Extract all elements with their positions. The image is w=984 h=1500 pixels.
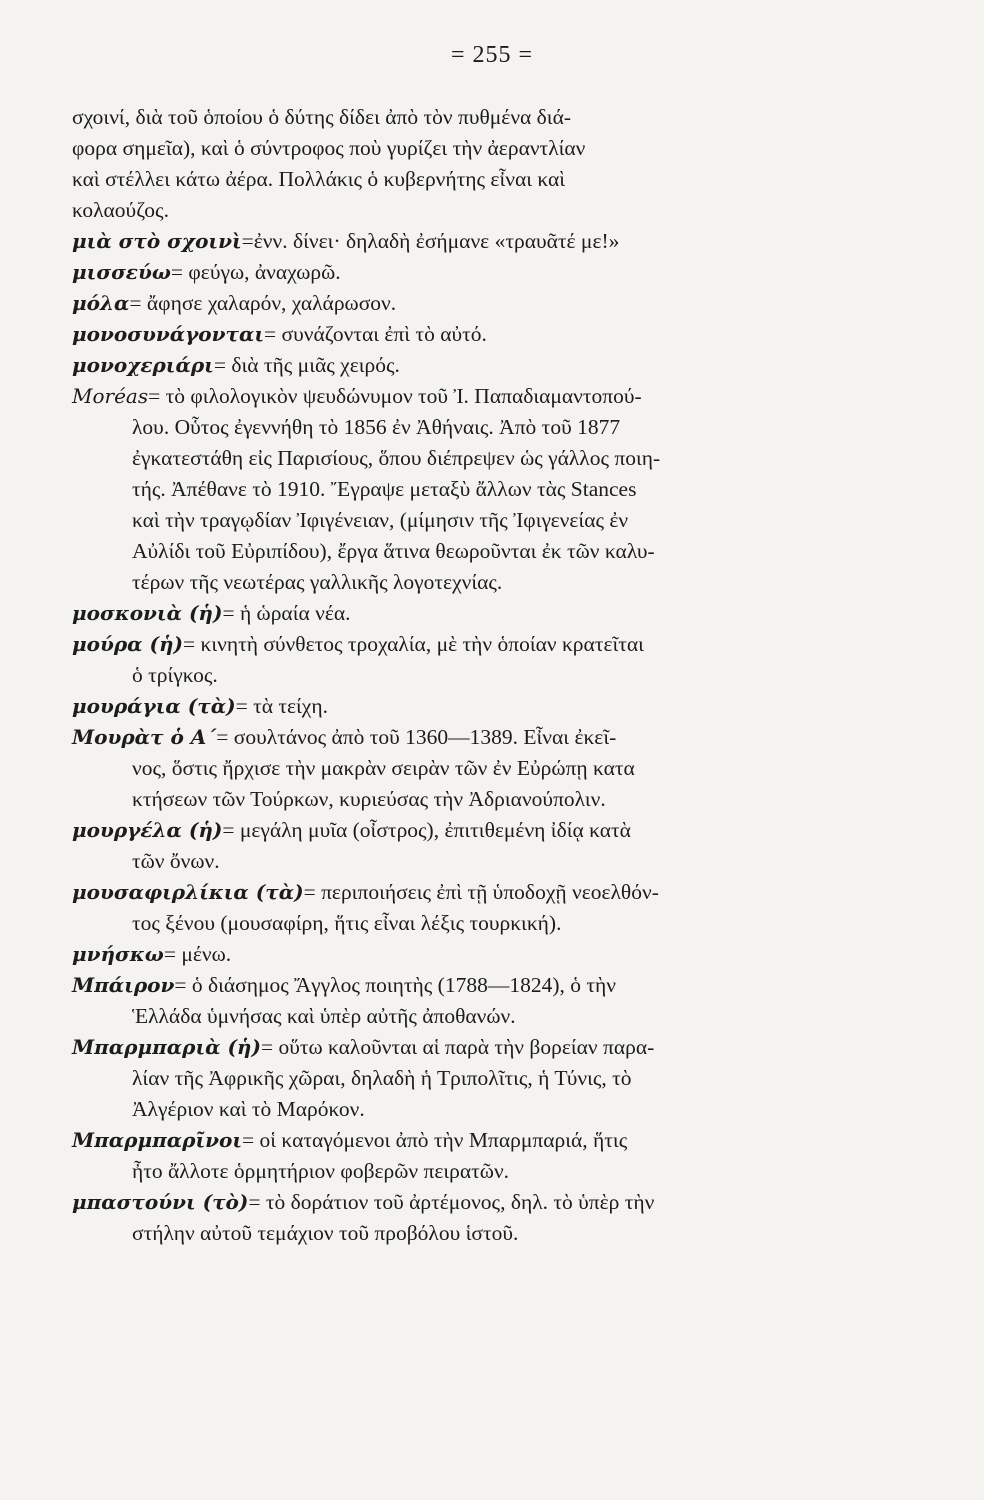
entry-definition: = φεύγω, ἀναχωρῶ.	[170, 260, 341, 284]
entry-definition: = τὸ δοράτιον τοῦ ἀρτέμονος, δηλ. τὸ ὑπὲρ τὴν	[248, 1190, 655, 1214]
entry-headword: μούρα (ἡ)	[72, 632, 183, 656]
entry-continuation: στήλην αὐτοῦ τεμάχιον τοῦ προβόλου ἱστοῦ.	[132, 1221, 519, 1245]
entry-headword: μουργέλα (ἡ)	[72, 818, 223, 842]
entry-headword: Μπάιρον	[72, 973, 175, 997]
entry-headword: μοσκονιὰ (ἡ)	[72, 601, 223, 625]
entry-headword: μουράγια (τὰ)	[72, 694, 236, 718]
page-number: = 255 =	[450, 42, 534, 68]
entry-definition: = ἄφησε χαλαρόν, χαλάρωσον.	[129, 291, 397, 315]
glossary-entry	[72, 1032, 842, 1063]
entry-continuation: τος ξένου (μουσαφίρη, ἥτις εἶναι λέξις τουρκική).	[132, 911, 562, 935]
entry-definition: = τὸ φιλολογικὸν ψευδώνυμον τοῦ Ἰ. Παπαδιαμαντοπού-	[148, 384, 642, 408]
entry-headword: μιὰ στὸ σχοινὶ	[72, 229, 242, 253]
entry-headword: μουσαφιρλίκια (τὰ)	[72, 880, 304, 904]
entry-continuation: Ἑλλάδα ὑμνήσας καὶ ὑπὲρ αὐτῆς ἀποθανών.	[132, 1004, 516, 1028]
glossary-entries	[72, 226, 842, 1249]
intro-line: φορα σημεῖα), καὶ ὁ σύντροφος ποὺ γυρίζει τὴν ἀεραντλίαν	[72, 136, 586, 160]
entry-continuation: τέρων τῆς νεωτέρας γαλλικῆς λογοτεχνίας.	[132, 570, 503, 594]
entry-headword: μονοσυνάγονται	[72, 322, 265, 346]
glossary-entry	[72, 257, 842, 288]
glossary-entry	[72, 877, 842, 908]
entry-definition: = μένω.	[163, 942, 232, 966]
glossary-entry	[72, 319, 842, 350]
entry-headword: μπαστούνι (τὸ)	[72, 1190, 249, 1214]
entry-continuation: τῶν ὄνων.	[132, 849, 220, 873]
entry-continuation: Αὐλίδι τοῦ Εὐριπίδου), ἔργα ἅτινα θεωροῦνται ἐκ τῶν καλυ-	[132, 539, 655, 563]
entry-headword: μονοχεριάρι	[72, 353, 214, 377]
entry-continuation: τής. Ἀπέθανε τὸ 1910. Ἔγραψε μεταξὺ ἄλλων τὰς Stances	[132, 477, 637, 501]
entry-definition: = συνάζονται ἐπὶ τὸ αὐτό.	[264, 322, 487, 346]
entry-continuation: ἦτο ἄλλοτε ὁρμητήριον φοβερῶν πειρατῶν.	[132, 1159, 510, 1183]
glossary-entry	[72, 722, 842, 753]
entry-headword: Moréas	[72, 384, 149, 408]
entry-continuation: λου. Οὗτος ἐγεννήθη τὸ 1856 ἐν Ἀθήναις. Ἀπὸ τοῦ 1877	[132, 415, 621, 439]
entry-definition: = οἱ καταγόμενοι ἀπὸ τὴν Μπαρμπαριά, ἥτις	[242, 1128, 628, 1152]
entry-headword: μισσεύω	[72, 260, 171, 284]
entry-definition: = κινητὴ σύνθετος τροχαλία, μὲ τὴν ὁποίαν κρατεῖται	[182, 632, 644, 656]
glossary-entry	[72, 629, 842, 660]
entry-definition: = ἡ ὡραία νέα.	[222, 601, 351, 625]
entry-continuation: καὶ τὴν τραγῳδίαν Ἰφιγένειαν, (μίμησιν τῆς Ἰφιγενείας ἐν	[132, 508, 629, 532]
glossary-entry	[72, 598, 842, 629]
entry-headword: Μπαρμπαριὰ (ἡ)	[72, 1035, 261, 1059]
glossary-entry	[72, 350, 842, 381]
entry-definition: = οὕτω καλοῦνται αἱ παρὰ τὴν βορείαν παρα-	[260, 1035, 655, 1059]
glossary-entry	[72, 691, 842, 722]
glossary-entry	[72, 381, 842, 412]
entry-continuation: ἐγκατεστάθη εἰς Παρισίους, ὅπου διέπρεψεν ὡς γάλλος ποιη-	[132, 446, 661, 470]
glossary-text	[72, 102, 842, 1249]
glossary-entry	[72, 815, 842, 846]
entry-definition: = περιποιήσεις ἐπὶ τῇ ὑποδοχῇ νεοελθόν-	[303, 880, 659, 904]
glossary-entry	[72, 1187, 842, 1218]
entry-continuation: ὁ τρίγκος.	[132, 663, 218, 687]
entry-definition: = διὰ τῆς μιᾶς χειρός.	[213, 353, 400, 377]
entry-definition: = σουλτάνος ἀπὸ τοῦ 1360—1389. Εἶναι ἐκεῖ-	[216, 725, 617, 749]
entry-definition: = μεγάλη μυῖα (οἶστρος), ἐπιτιθεμένη ἰδίᾳ κατὰ	[222, 818, 631, 842]
intro-line: καὶ στέλλει κάτω ἀέρα. Πολλάκις ὁ κυβερνήτης εἶναι καὶ	[72, 167, 566, 191]
entry-headword: μνήσκω	[72, 942, 164, 966]
glossary-entry	[72, 226, 842, 257]
glossary-entry	[72, 288, 842, 319]
entry-continuation: Ἀλγέριον καὶ τὸ Μαρόκον.	[132, 1097, 365, 1121]
entry-headword: Μουρὰτ ὁ Α΄	[72, 725, 217, 749]
entry-definition: = ὁ διάσημος Ἄγγλος ποιητὴς (1788—1824), ὁ τὴν	[174, 973, 616, 997]
glossary-entry	[72, 939, 842, 970]
glossary-entry	[72, 970, 842, 1001]
glossary-entry	[72, 1125, 842, 1156]
entry-definition: = τὰ τείχη.	[235, 694, 328, 718]
entry-definition: =ἐνν. δίνει· δηλαδὴ ἐσήμανε «τραυᾶτέ με!»	[241, 229, 620, 253]
entry-continuation: λίαν τῆς Ἀφρικῆς χῶραι, δηλαδὴ ἡ Τριπολῖτις, ἡ Τύνις, τὸ	[132, 1066, 632, 1090]
entry-continuation: νος, ὅστις ἤρχισε τὴν μακρὰν σειρὰν τῶν ἐν Εὐρώπῃ κατα	[132, 756, 635, 780]
entry-continuation: κτήσεων τῶν Τούρκων, κυριεύσας τὴν Ἀδριανούπολιν.	[132, 787, 606, 811]
entry-headword: μόλα	[72, 291, 130, 315]
intro-line: σχοινί, διὰ τοῦ ὁποίου ὁ δύτης δίδει ἀπὸ τὸν πυθμένα διά-	[72, 105, 572, 129]
intro-line: κολαούζος.	[72, 198, 169, 222]
entry-headword: Μπαρμπαρῖνοι	[72, 1128, 243, 1152]
